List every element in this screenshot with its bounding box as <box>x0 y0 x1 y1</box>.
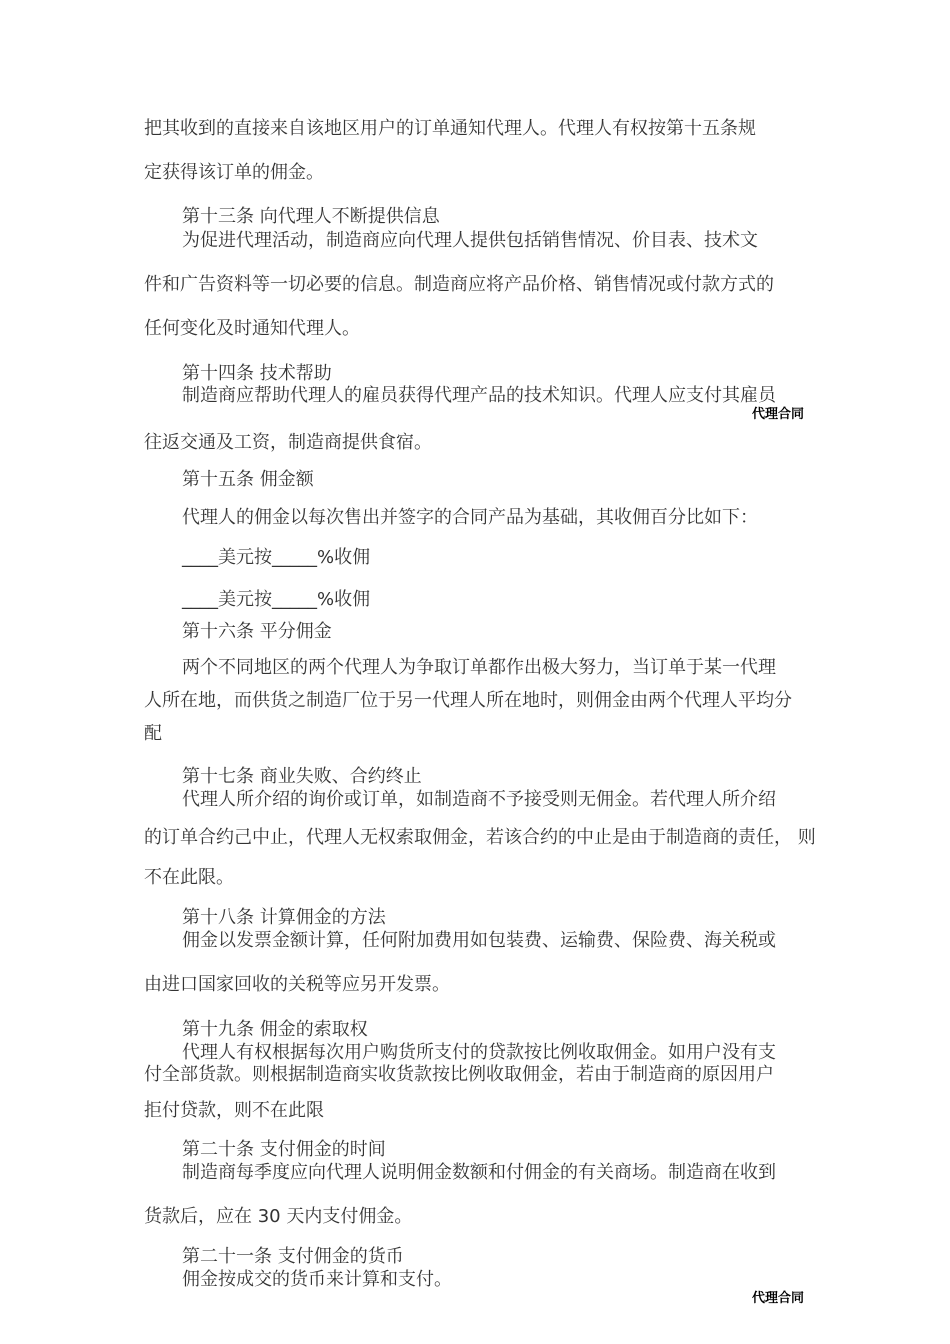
section-heading: 第二十条 支付佣金的时间 <box>182 1139 386 1160</box>
body-line: ____美元按_____%收佣 <box>182 589 371 610</box>
body-line: 任何变化及时通知代理人。 <box>144 318 360 339</box>
body-line: 配 <box>144 723 162 744</box>
section-heading: 第十五条 佣金额 <box>182 469 314 490</box>
body-line: 拒付贷款，则不在此限 <box>144 1100 324 1121</box>
body-line: 不在此限。 <box>144 867 234 888</box>
body-line: 往返交通及工资，制造商提供食宿。 <box>144 432 432 453</box>
body-line: 制造商应帮助代理人的雇员获得代理产品的技术知识。代理人应支付其雇员 <box>182 385 776 406</box>
body-line: 代理人有权根据每次用户购货所支付的贷款按比例收取佣金。如用户没有支 <box>182 1042 776 1063</box>
body-line: 付全部货款。则根据制造商实收货款按比例收取佣金，若由于制造商的原因用户 <box>144 1064 774 1085</box>
section-heading: 第十三条 向代理人不断提供信息 <box>182 206 440 227</box>
body-line: 件和广告资料等一切必要的信息。制造商应将产品价格、销售情况或付款方式的 <box>144 274 774 295</box>
section-heading: 第十八条 计算佣金的方法 <box>182 907 386 928</box>
section-heading: 第十四条 技术帮助 <box>182 363 332 384</box>
section-heading: 第十六条 平分佣金 <box>182 621 332 642</box>
body-line: 定获得该订单的佣金。 <box>144 162 324 183</box>
page-footer: 代理合同 <box>752 1291 805 1306</box>
body-line: 两个不同地区的两个代理人为争取订单都作出极大努力，当订单于某一代理 <box>182 657 776 678</box>
section-heading: 第十七条 商业失败、合约终止 <box>182 766 422 787</box>
body-line: 佣金以发票金额计算，任何附加费用如包装费、运输费、保险费、海关税或 <box>182 930 776 951</box>
section-heading: 第二十一条 支付佣金的货币 <box>182 1246 404 1267</box>
body-line: ____美元按_____%收佣 <box>182 547 371 568</box>
body-line: 人所在地，而供货之制造厂位于另一代理人所在地时，则佣金由两个代理人平均分 <box>144 690 792 711</box>
body-line: 代理人所介绍的询价或订单，如制造商不予接受则无佣金。若代理人所介绍 <box>182 789 776 810</box>
body-line: 代理人的佣金以每次售出并签字的合同产品为基础，其收佣百分比如下： <box>182 507 758 528</box>
section-heading: 第十九条 佣金的索取权 <box>182 1019 368 1040</box>
body-line: 的订单合约己中止，代理人无权索取佣金，若该合约的中止是由于制造商的责任， 则 <box>144 827 816 848</box>
body-line: 由进口国家回收的关税等应另开发票。 <box>144 974 450 995</box>
body-line: 佣金按成交的货币来计算和支付。 <box>182 1269 452 1290</box>
body-line: 为促进代理活动，制造商应向代理人提供包括销售情况、价目表、技术文 <box>182 230 758 251</box>
body-line: 把其收到的直接来自该地区用户的订单通知代理人。代理人有权按第十五条规 <box>144 118 756 139</box>
body-line: 制造商每季度应向代理人说明佣金数额和付佣金的有关商场。制造商在收到 <box>182 1162 776 1183</box>
page-footer: 代理合同 <box>752 407 805 422</box>
body-line: 货款后，应在 30 天内支付佣金。 <box>144 1206 413 1227</box>
